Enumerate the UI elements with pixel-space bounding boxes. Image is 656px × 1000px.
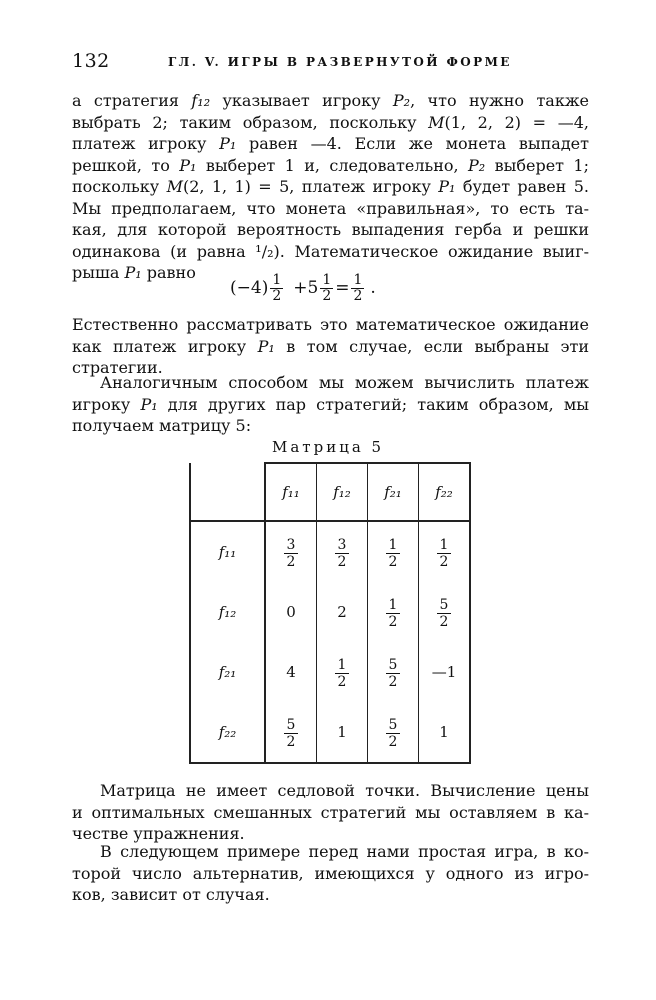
matrix-cell [419,521,471,582]
matrix-corner [190,463,265,521]
matrix-row [190,642,470,702]
text-run: а стратегия [72,91,192,110]
text-line [72,394,589,416]
matrix-col-header: f₂₁ [368,463,419,521]
math-variable: P₁ [257,336,275,356]
fraction: $\frac{1}{2}$ [272,271,282,304]
math-variable: f₁₂ [191,91,211,110]
text-run: Естественно рассматривать это математическое ожидание [72,315,589,334]
fraction-numerator: 1 [335,657,350,674]
fraction-denominator: 2 [286,733,296,750]
math-variable: P₁ [219,134,237,153]
text-run: кая, для которой вероятность выпадения герба и решки [72,220,589,239]
matrix-row [190,702,470,763]
fraction-denominator: 2 [439,613,449,630]
text-line [72,90,589,112]
fraction-numerator: 1 [437,537,452,554]
matrix-caption: Матрица 5 [272,438,385,456]
matrix-cell [368,642,419,702]
fraction [386,537,401,570]
text-run: поскольку [72,177,167,196]
matrix-cell [265,702,317,763]
text-line [72,802,589,824]
formula-prefix: (−4) [230,278,269,298]
text-run: рыша [72,263,125,282]
math-variable: P₁ [179,155,197,175]
fraction-denominator: 2 [439,553,449,570]
text-line [72,841,589,863]
fraction-numerator: 3 [284,537,299,554]
math-variable: M [166,177,183,196]
matrix-cell [368,582,419,642]
matrix-cell [368,521,419,582]
text-line [72,336,589,358]
fraction-denominator: 2 [388,553,398,570]
text-run: торой число альтернатив, имеющихся у одного из игро- [72,863,589,883]
text-run: выберет 1 и, следовательно, [196,155,469,175]
matrix-col-header: f₁₂ [317,463,368,521]
matrix-col-header: f₁₁ [265,463,317,521]
text-line [72,112,589,134]
fraction [386,717,401,750]
math-variable: P₂ [468,155,486,175]
matrix-row-header: f₁₂ [190,582,265,642]
matrix-cell: 1 [419,702,471,763]
matrix-cell [317,642,368,702]
running-head: ГЛ. V. ИГРЫ В РАЗВЕРНУТОЙ ФОРМЕ [168,55,512,69]
paragraph-2 [72,314,589,379]
text-line [72,415,589,437]
fraction [437,597,452,630]
fraction [386,657,401,690]
fraction [386,597,401,630]
text-run: будет равен 5. [455,177,589,196]
math-variable: P₁ [124,263,142,282]
fraction [335,657,350,690]
formula-end: . [370,278,376,298]
text-run: как платеж игроку [72,336,258,356]
math-variable: M [428,112,445,132]
text-run: игроку [72,394,141,414]
text-run: для других пар стратегий; таким образом, мы [157,394,590,414]
fraction-denominator: 2 [388,673,398,690]
payoff-matrix [189,462,471,764]
matrix-row [190,521,470,582]
page-header [72,50,592,74]
matrix-cell: 0 [265,582,317,642]
text-run: равен —4. Если же монета выпадет [236,134,589,153]
text-run: В следующем примере перед нами простая игра, в ко- [100,842,589,861]
text-run: Матрица не имеет седловой точки. Вычисление цены [100,781,589,800]
fraction [284,537,299,570]
text-run: стратегии. [72,358,163,377]
text-run: указывает игроку [210,91,393,110]
matrix-cell: —1 [419,642,471,702]
fraction-denominator: 2 [337,673,347,690]
fraction-denominator: 2 [388,733,398,750]
text-line [72,780,589,802]
matrix-row-header: f₂₁ [190,642,265,702]
text-run: выберет 1; [485,155,590,175]
text-run: выбрать 2; таким образом, поскольку [72,112,429,132]
fraction [335,537,350,570]
text-line [72,176,589,198]
text-run: Аналогичным способом мы можем вычислить платеж [100,373,589,392]
text-run: платеж игроку [72,134,220,153]
text-run: , что нужно также [410,91,590,110]
math-variable: P₁ [438,177,456,196]
text-line [72,314,589,336]
fraction-numerator: 5 [437,597,452,614]
matrix-cell: 1 [317,702,368,763]
fraction-numerator: 5 [386,657,401,674]
paragraph-3 [72,372,589,437]
paragraph-4 [72,780,589,845]
fraction-denominator: 2 [286,553,296,570]
text-run: Мы предполагаем, что монета «правильная», то есть та- [72,198,589,218]
matrix-col-header: f₂₂ [419,463,471,521]
fraction-denominator: 2 [388,613,398,630]
fraction-denominator: 2 [337,553,347,570]
fraction-numerator: 1 [386,597,401,614]
fraction-numerator: 3 [335,537,350,554]
text-line [72,884,589,906]
text-line [72,219,589,241]
fraction-numerator: 5 [386,717,401,734]
text-line [72,372,589,394]
math-variable: P₁ [140,394,158,414]
text-line [72,198,589,220]
text-line [72,133,589,155]
fraction: $\frac{1}{2}$ [322,271,332,304]
page-number: 132 [72,50,110,72]
fraction-numerator: 1 [386,537,401,554]
text-run: и оптимальных смешанных стратегий мы оставляем в ка- [72,802,589,822]
paragraph-1 [72,90,589,284]
matrix-cell [317,521,368,582]
text-run: равно [141,263,196,282]
text-line [72,155,589,177]
text-run: (1, 2, 2) = —4, [444,112,589,132]
text-run: в том случае, если выбраны эти [274,336,590,356]
text-run: одинакова (и равна ¹/₂). Математическое ожидание выиг- [72,241,589,261]
text-run: получаем матрицу 5: [72,416,252,435]
matrix-cell: 4 [265,642,317,702]
matrix-row-header: f₂₂ [190,702,265,763]
paragraph-5 [72,841,589,906]
fraction [284,717,299,750]
formula-equals: = [335,278,350,298]
matrix-row-header: f₁₁ [190,521,265,582]
fraction: $\frac{1}{2}$ [353,271,363,304]
text-line [72,863,589,885]
matrix-cell: 2 [317,582,368,642]
formula-mid: +5 [293,278,319,298]
text-run: решкой, то [72,155,180,175]
text-run: (2, 1, 1) = 5, платеж игроку [182,177,439,196]
text-run: ков, зависит от случая. [72,885,270,904]
text-line [72,241,589,263]
fraction [437,537,452,570]
text-run: честве упражнения. [72,824,245,843]
matrix-cell [265,521,317,582]
expected-value-formula [230,268,376,308]
matrix-cell [368,702,419,763]
matrix-cell [419,582,471,642]
matrix-row [190,582,470,642]
fraction-numerator: 5 [284,717,299,734]
math-variable: P₂ [392,91,411,110]
